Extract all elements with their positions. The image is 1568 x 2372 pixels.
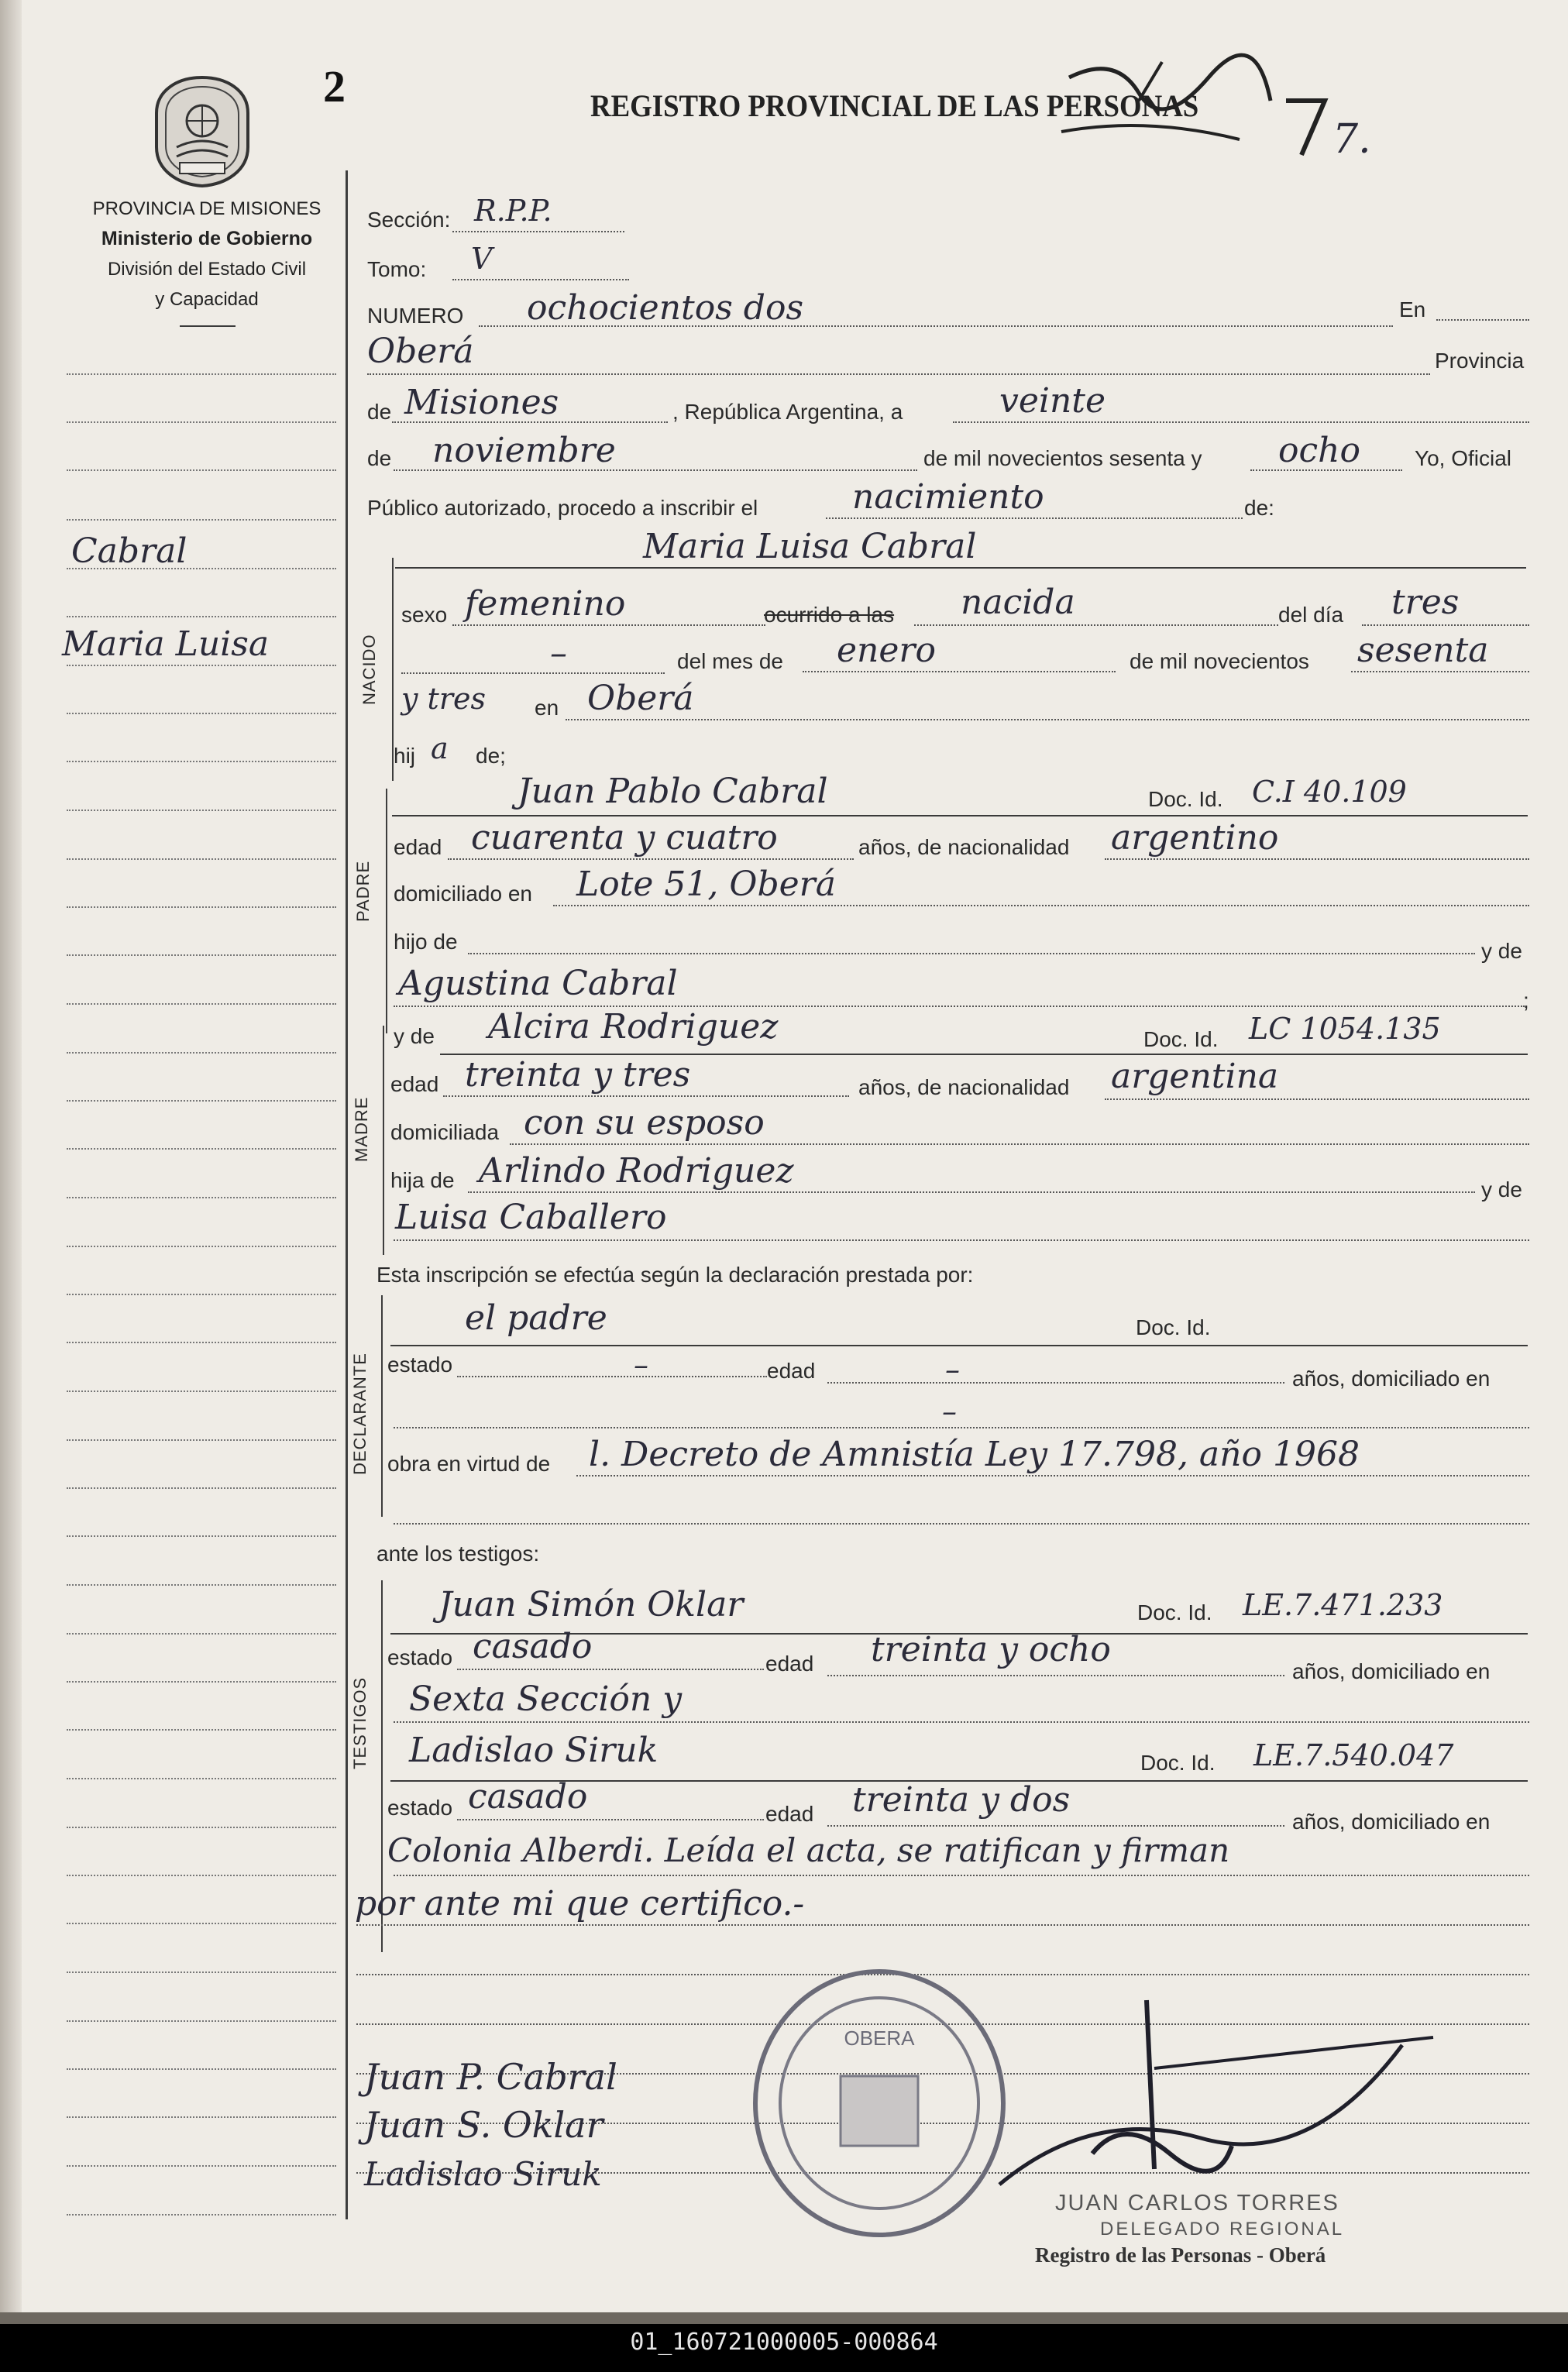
testigo1-anios-dom-label: años, domiciliado en	[1292, 1659, 1491, 1683]
padre-nacionalidad-value: argentino	[1111, 818, 1279, 858]
testigo1-name-value: Juan Simón Oklar	[438, 1585, 744, 1624]
padre-doc-value: C.I 40.109	[1252, 775, 1407, 809]
testigo2-name-value: Ladislao Siruk	[409, 1731, 658, 1770]
issuing-agency	[48, 194, 366, 315]
testigos-section-label: TESTIGOS	[350, 1676, 370, 1769]
agency-province: PROVINCIA DE MISIONES	[92, 198, 322, 219]
declarante-estado-label: estado	[387, 1353, 453, 1377]
margin-rule	[346, 170, 348, 2219]
lugar-value: Oberá	[587, 679, 694, 718]
madre-y-de2-label: y de	[1481, 1177, 1522, 1201]
en-label-nacido: en	[535, 696, 559, 720]
numero-value: ochocientos dos	[527, 288, 804, 328]
padre-parents-value: Agustina Cabral	[398, 964, 678, 1003]
madre-father-value: Arlindo Rodriguez	[479, 1151, 794, 1191]
declarante-name-value: el padre	[465, 1298, 607, 1338]
publico-label: Público autorizado, procedo a inscribir el	[367, 496, 758, 520]
madre-bracket	[383, 1026, 384, 1255]
testigo2-doc-value: LE.7.540.047	[1253, 1738, 1454, 1772]
padre-anios-nac-label: años, de nacionalidad	[858, 835, 1070, 859]
page-number: 2	[323, 61, 346, 112]
act-value: nacimiento	[852, 477, 1044, 517]
padre-name-line	[392, 815, 1528, 816]
nacido-section-label: NACIDO	[359, 634, 379, 705]
image-caption: 01_160721000005-000864	[630, 2329, 938, 2356]
padre-name-value: Juan Pablo Cabral	[518, 772, 828, 811]
anio-value-2: y tres	[401, 682, 486, 716]
numero-label: NUMERO	[367, 304, 464, 328]
signature-witness-2: Ladislao Siruk	[364, 2155, 602, 2193]
officer-name: JUAN CARLOS TORRES	[1055, 2191, 1339, 2216]
madre-edad-label: edad	[390, 1072, 439, 1096]
officer-office: Registro de las Personas - Oberá	[1035, 2243, 1326, 2267]
closing-statement: por ante mi que certifico.-	[355, 1884, 805, 1923]
en-label: En	[1399, 297, 1426, 321]
testigo1-edad-value: treinta y ocho	[871, 1630, 1111, 1669]
ocurrido-label: ocurrido a las	[764, 603, 895, 627]
province-value: Misiones	[404, 383, 559, 422]
sexo-label: sexo	[401, 603, 448, 627]
testigo1-doc-value: LE.7.471.233	[1243, 1588, 1443, 1622]
full-name-line	[395, 567, 1526, 569]
declarante-edad-label: edad	[767, 1359, 816, 1383]
agency-capacity: y Capacidad	[155, 289, 259, 310]
padre-domicilio-label: domiciliado en	[394, 882, 532, 906]
declarante-doc-label: Doc. Id.	[1136, 1315, 1211, 1339]
nacida-value: nacida	[961, 583, 1075, 622]
declarante-edad-value: –	[945, 1353, 960, 1387]
del-mes-label: del mes de	[677, 649, 783, 673]
annotation-number: 7.	[1332, 116, 1371, 163]
page-fold-shadow	[0, 0, 22, 2324]
madre-doc-value: LC 1054.135	[1249, 1012, 1441, 1046]
testigo1-estado-label: estado	[387, 1645, 453, 1669]
testigo1-doc-label: Doc. Id.	[1137, 1600, 1212, 1624]
testigo1-domicilio-value: Sexta Sección y	[409, 1679, 683, 1719]
declarante-obra-value: l. Decreto de Amnistía Ley 17.798, año 1968	[589, 1435, 1360, 1474]
testigo1-estado-value: casado	[473, 1627, 593, 1666]
madre-anios-nac-label: años, de nacionalidad	[858, 1075, 1070, 1099]
stamp-label: OBERA	[844, 2027, 915, 2050]
de-mil-label: de mil novecientos	[1130, 649, 1309, 673]
madre-domicilio-label: domiciliada	[390, 1120, 500, 1144]
testigo2-edad-label: edad	[765, 1802, 814, 1826]
testigo2-anios-dom-label: años, domiciliado en	[1292, 1810, 1491, 1834]
declarante-section-label: DECLARANTE	[350, 1353, 370, 1475]
declarante-obra-label: obra en virtud de	[387, 1452, 551, 1476]
agency-division: División del Estado Civil	[107, 259, 307, 280]
tomo-label: Tomo:	[367, 257, 427, 281]
padre-y-de-label: y de	[1481, 939, 1522, 963]
agency-underline	[180, 325, 236, 327]
declarante-estado-value: –	[634, 1348, 648, 1382]
mes-value: enero	[837, 631, 936, 670]
year-value: ocho	[1278, 431, 1360, 470]
testigo2-doc-label: Doc. Id.	[1140, 1751, 1216, 1775]
padre-edad-label: edad	[394, 835, 442, 859]
declarante-name-line	[390, 1345, 1528, 1346]
anio-value: sesenta	[1357, 631, 1489, 670]
officer-title: DELEGADO REGIONAL	[1100, 2219, 1345, 2240]
tomo-value: V	[471, 242, 493, 276]
testigo2-estado-value: casado	[468, 1777, 588, 1817]
testigo1-edad-label: edad	[765, 1652, 814, 1676]
madre-hija-de-label: hija de	[390, 1168, 455, 1192]
hijo-label: hij	[394, 744, 416, 768]
signature-father: Juan P. Cabral	[364, 2056, 617, 2098]
margin-given-names: Maria Luisa	[62, 624, 270, 664]
declarante-anios-dom-label: años, domiciliado en	[1292, 1366, 1491, 1391]
de-label: de	[367, 400, 392, 424]
madre-nacionalidad-value: argentina	[1111, 1057, 1279, 1096]
page-title: REGISTRO PROVINCIAL DE LAS PERSONAS	[590, 88, 1199, 123]
madre-domicilio-value: con su esposo	[524, 1103, 765, 1143]
padre-section-label: PADRE	[353, 860, 373, 922]
testigo2-edad-value: treinta y dos	[852, 1780, 1071, 1820]
madre-edad-value: treinta y tres	[465, 1055, 691, 1095]
republica-label: , República Argentina, a	[672, 400, 903, 424]
padre-hijo-de-label: hijo de	[394, 930, 458, 954]
madre-name-value: Alcira Rodriguez	[488, 1007, 779, 1047]
testigo2-estado-label: estado	[387, 1796, 453, 1820]
agency-ministry: Ministerio de Gobierno	[101, 228, 313, 249]
place-value: Oberá	[367, 332, 474, 371]
provincia-label: Provincia	[1435, 349, 1525, 373]
testigo2-domicilio-value: Colonia Alberdi. Leída el acta, se ratifican y firman	[387, 1831, 1230, 1869]
padre-domicilio-value: Lote 51, Oberá	[576, 865, 836, 904]
signature-witness-1: Juan S. Oklar	[364, 2104, 603, 2146]
de-colon-label: de:	[1244, 496, 1274, 520]
day-value: veinte	[999, 381, 1106, 421]
declarante-intro-label: Esta inscripción se efectúa según la declaración prestada por:	[377, 1263, 974, 1287]
month-value: noviembre	[432, 431, 616, 470]
madre-section-label: MADRE	[352, 1096, 371, 1162]
padre-doc-label: Doc. Id.	[1148, 787, 1223, 811]
padre-edad-value: cuarenta y cuatro	[471, 818, 778, 858]
padre-bracket	[386, 789, 387, 1033]
dash-value: –	[550, 634, 567, 673]
del-dia-label: del día	[1278, 603, 1344, 627]
de-month-label: de	[367, 446, 392, 470]
oficial-label: Yo, Oficial	[1415, 446, 1512, 470]
year-prefix-label: de mil novecientos sesenta y	[923, 446, 1202, 470]
testigos-ante-label: ante los testigos:	[377, 1542, 540, 1566]
madre-y-de-label: y de	[394, 1024, 435, 1048]
hijo-suffix: a	[431, 731, 449, 765]
de-semicolon-label: de;	[476, 744, 506, 768]
margin-surname: Cabral	[71, 531, 187, 571]
seccion-label: Sección:	[367, 208, 451, 232]
full-name-value: Maria Luisa Cabral	[643, 527, 977, 566]
provincial-seal-icon	[149, 73, 256, 189]
declarante-domicilio-value: –	[942, 1394, 957, 1428]
padre-semicolon: ;	[1523, 988, 1529, 1012]
declarante-bracket	[381, 1295, 383, 1517]
seccion-value: R.P.P.	[474, 194, 552, 228]
dia-value: tres	[1391, 583, 1460, 622]
madre-mother-value: Luisa Caballero	[395, 1198, 667, 1237]
sexo-value: femenino	[465, 584, 626, 624]
page-bottom-edge	[0, 2312, 1568, 2324]
madre-doc-label: Doc. Id.	[1143, 1027, 1219, 1051]
